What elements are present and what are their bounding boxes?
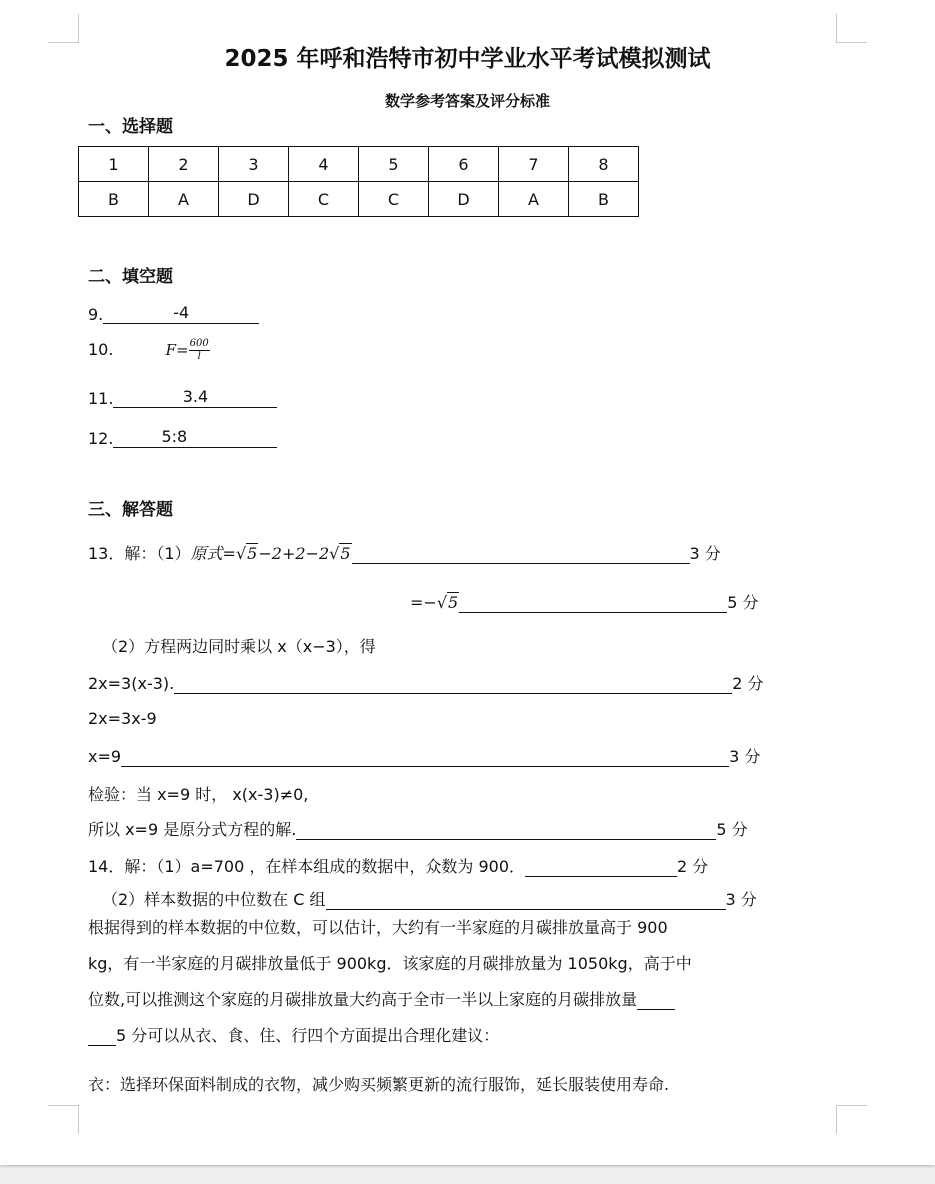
q9-line (88, 303, 259, 324)
q13-line-c (88, 744, 760, 767)
fill-line (296, 819, 716, 840)
q14-part2-text: （2）样本数据的中位数在 C 组 (102, 890, 326, 909)
table-cell: 4 (289, 147, 359, 182)
section-heading-fill: 二、填空题 (88, 267, 173, 287)
q9-number: 9. (88, 305, 104, 324)
q13-part2-intro: （2）方程两边同时乘以 x（x−3），得 (102, 637, 376, 656)
table-row-answers (79, 182, 639, 217)
q14-paragraph-line5: 衣：选择环保面料制成的衣物，减少购买频繁更新的流行服饰，延长服装使用寿命. (88, 1075, 670, 1094)
sqrt-radicand: 5 (340, 544, 351, 563)
section-heading-solve: 三、解答题 (88, 500, 173, 520)
q14-paragraph-line3-text: 位数,可以推测这个家庭的月碳排放量大约高于全市一半以上家庭的月碳排放量 (88, 990, 638, 1009)
crop-mark-bottom-right (836, 1105, 867, 1134)
table-cell: 7 (499, 147, 569, 182)
q12-number: 12. (88, 429, 114, 448)
q13-line-b: 2x=3x-9 (88, 709, 157, 728)
q13-part1-line1 (88, 541, 788, 564)
q13-score2: 5 分 (727, 593, 759, 612)
q14-score2: 3 分 (725, 890, 757, 909)
q14-part1 (88, 854, 708, 877)
table-cell: 2 (149, 147, 219, 182)
q13-score-c: 3 分 (729, 747, 761, 766)
q9-answer: -4 (103, 303, 259, 324)
sqrt-radicand: 5 (448, 593, 459, 612)
q14-paragraph-line3 (88, 987, 675, 1010)
q14-paragraph-line1: 根据得到的样本数据的中位数，可以估计，大约有一半家庭的月碳排放量高于 900 (88, 918, 668, 937)
table-cell: 3 (219, 147, 289, 182)
q13-eq-a: 2x=3(x-3). (88, 674, 175, 693)
table-cell: D (429, 182, 499, 217)
document-title: 2025 年呼和浩特市初中学业水平考试模拟测试 (224, 46, 711, 72)
table-cell: A (149, 182, 219, 217)
q10-number: 10. (88, 340, 114, 359)
table-cell: B (569, 182, 639, 217)
q13-conclusion-text: 所以 x=9 是原分式方程的解. (88, 820, 297, 839)
fill-line (174, 673, 732, 694)
q14-paragraph-line4-text: 可以从衣、食、住、行四个方面提出合理化建议： (147, 1026, 500, 1045)
q13-line-a (88, 671, 764, 694)
crop-mark-top-right (836, 14, 867, 43)
crop-mark-top-left (48, 14, 79, 43)
q13-conclusion (88, 817, 748, 840)
table-cell: 5 (359, 147, 429, 182)
fill-line (525, 856, 677, 877)
q13-eq-c: x=9 (88, 747, 122, 766)
sqrt-symbol: √5 (436, 593, 459, 612)
fill-line (459, 592, 727, 613)
crop-mark-bottom-left (48, 1105, 79, 1134)
answer-table (78, 146, 639, 217)
q14-score3: 5 分 (116, 1026, 148, 1045)
q10-denominator: l (197, 351, 201, 362)
table-cell: A (499, 182, 569, 217)
q13-score-a: 2 分 (732, 674, 764, 693)
q12-answer-text: 5:8 (161, 427, 188, 446)
q13-check: 检验：当 x=9 时， x(x-3)≠0, (88, 785, 309, 804)
q11-line (88, 387, 277, 408)
table-cell: D (219, 182, 289, 217)
table-cell: 1 (79, 147, 149, 182)
q13-intro: 13．解：（1） (88, 544, 191, 563)
q12-answer (113, 427, 277, 448)
q14-score1: 2 分 (677, 857, 709, 876)
q13-score-conclusion: 5 分 (716, 820, 748, 839)
sqrt-radicand: 5 (247, 544, 258, 563)
q13-expr-a: 原式= (190, 544, 236, 563)
q14-part2 (102, 887, 757, 910)
sqrt-symbol: √5 (235, 544, 258, 563)
q10-formula-lhs: F= (165, 341, 189, 359)
q12-line (88, 427, 277, 448)
q10-line (88, 338, 210, 363)
q14-part1-text: 14．解：（1）a=700 ，在样本组成的数据中，众数为 900． (88, 857, 526, 876)
fill-line (637, 989, 675, 1010)
table-cell: C (289, 182, 359, 217)
fill-line (121, 746, 729, 767)
q10-fraction (189, 338, 210, 363)
section-heading-choice: 一、选择题 (88, 117, 173, 137)
q14-paragraph-line2: kg，有一半家庭的月碳排放量低于 900kg．该家庭的月碳排放量为 1050kg，高于中 (88, 954, 692, 973)
q11-number: 11. (88, 389, 114, 408)
q10-numerator: 600 (189, 338, 209, 349)
fill-line (352, 543, 690, 564)
fill-line (88, 1025, 116, 1046)
fill-line (326, 889, 726, 910)
q13-score1: 3 分 (689, 544, 721, 563)
table-cell: 6 (429, 147, 499, 182)
q13-part1-line2 (410, 590, 758, 613)
q14-paragraph-line4 (88, 1023, 499, 1046)
table-cell: 8 (569, 147, 639, 182)
table-cell: B (79, 182, 149, 217)
q13-expr-b: −2+2−2 (258, 544, 330, 563)
sqrt-symbol: √5 (329, 544, 351, 563)
q13-eq2: =− (410, 593, 437, 612)
table-row-numbers (79, 147, 639, 182)
table-cell: C (359, 182, 429, 217)
document-subtitle: 数学参考答案及评分标准 (384, 92, 550, 110)
q11-answer: 3.4 (113, 387, 277, 408)
